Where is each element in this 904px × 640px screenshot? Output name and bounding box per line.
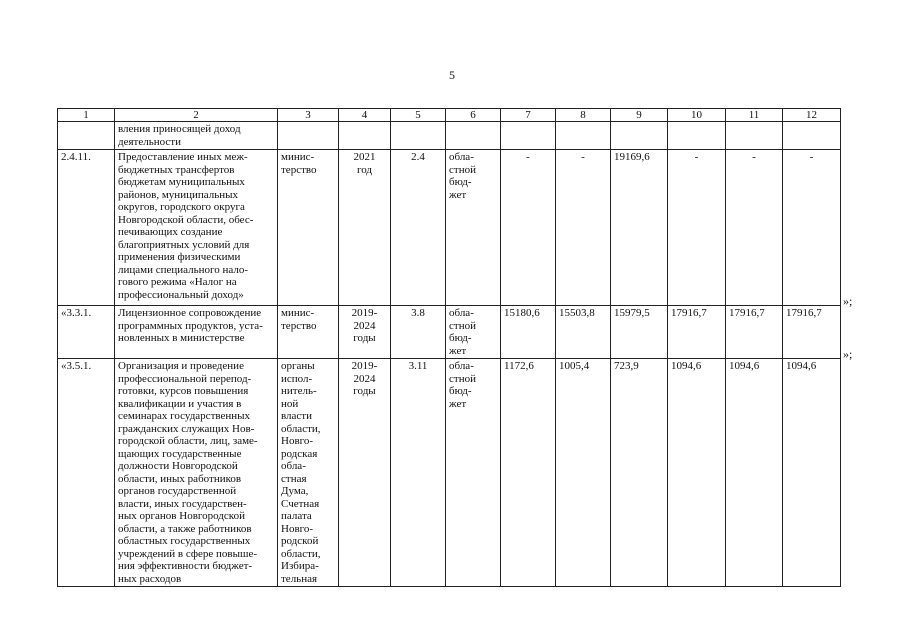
row-closing-mark: »; (843, 346, 853, 361)
value-cell (783, 122, 841, 150)
executor-cell (278, 359, 339, 587)
item-number-cell (58, 122, 115, 150)
cell-line: Лицензионное сопровождение (118, 307, 262, 319)
header-cell: 3 (278, 109, 339, 122)
cell-line: Новго- (281, 435, 314, 447)
table-row (58, 359, 841, 587)
cell-line: щающих государственные (118, 447, 242, 460)
header-cell: 1 (58, 109, 115, 122)
cell-line: годы (353, 332, 376, 344)
cell-line: гового режима «Налог на (118, 276, 237, 288)
cell-line: терство (281, 319, 317, 332)
cell-line: ных расходов (118, 572, 182, 585)
cell-line: жет (449, 397, 467, 410)
cell-line: обла- (449, 151, 474, 163)
measure-name-cell (115, 359, 278, 587)
value-cell (726, 122, 783, 150)
value-cell: 17916,7 (668, 306, 726, 359)
header-cell: 5 (391, 109, 446, 122)
cell-line: палата (281, 510, 312, 522)
cell-line: новленных в министерстве (118, 332, 245, 344)
cell-line: ной (281, 397, 299, 410)
item-number-cell: 2.4.11. (58, 150, 115, 306)
value-cell (668, 122, 726, 150)
cell-line: обла- (281, 460, 306, 472)
cell-line: 2024 (353, 319, 376, 332)
indicator-cell: 3.8 (391, 306, 446, 359)
period-cell (339, 359, 391, 587)
header-cell: 12 (783, 109, 841, 122)
value-cell (611, 122, 668, 150)
cell-line: бюджетных трансфертов (118, 163, 235, 176)
value-cell: - (726, 150, 783, 306)
cell-line: нитель- (281, 385, 317, 397)
cell-line: 2024 (353, 372, 376, 385)
cell-line: Организация и проведение (118, 360, 244, 372)
header-cell: 11 (726, 109, 783, 122)
funding-source-cell (446, 306, 501, 359)
page-number: 5 (449, 68, 455, 82)
measure-name-cell (115, 306, 278, 359)
value-cell: - (501, 150, 556, 306)
value-cell: - (556, 150, 611, 306)
header-cell: 7 (501, 109, 556, 122)
cell-line: жет (449, 344, 467, 357)
value-cell: 15979,5 (611, 306, 668, 359)
cell-line: применения физическими (118, 251, 241, 263)
cell-line: стная (281, 472, 307, 485)
item-number-cell: «3.3.1. (58, 306, 115, 359)
cell-line: ных органов Новгородской (118, 510, 245, 522)
cell-line: профессиональной перепод- (118, 372, 252, 385)
cell-line: Новго- (281, 522, 314, 535)
header-cell: 6 (446, 109, 501, 122)
value-cell: - (668, 150, 726, 306)
cell-line: профессиональный доход» (118, 288, 244, 301)
cell-line: стной (449, 319, 476, 332)
value-cell: 1094,6 (668, 359, 726, 587)
value-cell: 1094,6 (783, 359, 841, 587)
value-cell: 17916,7 (726, 306, 783, 359)
cell-line: округов, городского округа (118, 201, 245, 213)
table-row (58, 150, 841, 306)
header-cell: 10 (668, 109, 726, 122)
cell-line: области, а также работников (118, 522, 252, 535)
cell-line: тельная (281, 572, 318, 585)
value-cell: 1094,6 (726, 359, 783, 587)
cell-line: гражданских служащих Нов- (118, 422, 255, 435)
cell-line: деятельности (118, 135, 181, 148)
cell-line: программных продуктов, уста- (118, 319, 263, 332)
funding-source-cell (446, 359, 501, 587)
cell-line: Счетная (281, 497, 320, 510)
value-cell: 15180,6 (501, 306, 556, 359)
cell-line: вления приносящей доход (118, 123, 241, 135)
measure-name-cell (115, 150, 278, 306)
cell-line: Предоставление иных меж- (118, 151, 248, 163)
cell-line: стной (449, 372, 476, 385)
cell-line: городской области, лиц, заме- (118, 435, 258, 447)
value-cell: 1172,6 (501, 359, 556, 587)
cell-line: органы (281, 360, 315, 372)
value-cell: 17916,7 (783, 306, 841, 359)
cell-line: 2019- (351, 307, 378, 319)
cell-line: обла- (449, 360, 474, 372)
table-row (58, 306, 841, 359)
cell-line: учреждений в сфере повыше- (118, 547, 257, 560)
executor-cell (278, 150, 339, 306)
cell-line: 2019- (351, 360, 378, 372)
executor-cell (278, 306, 339, 359)
period-cell (339, 306, 391, 359)
budget-table (57, 108, 841, 587)
cell-line: благоприятных условий для (118, 238, 250, 251)
value-cell: 19169,6 (611, 150, 668, 306)
cell-line: 2021 (353, 151, 376, 163)
item-number-cell: «3.5.1. (58, 359, 115, 587)
value-cell: 1005,4 (556, 359, 611, 587)
cell-line: испол- (281, 372, 313, 385)
cell-line: годы (353, 385, 376, 397)
header-cell: 9 (611, 109, 668, 122)
cell-line: готовки, курсов повышения (118, 385, 249, 397)
cell-line: обла- (449, 307, 474, 319)
cell-line: областных государственных (118, 535, 251, 547)
cell-line: печивающих создание (118, 226, 223, 238)
cell-line: семинарах государственных (118, 410, 251, 422)
value-cell (501, 122, 556, 150)
header-cell: 4 (339, 109, 391, 122)
cell-line: власти (281, 410, 312, 422)
cell-line: минис- (281, 151, 315, 163)
cell-line: минис- (281, 307, 315, 319)
period-cell (339, 122, 391, 150)
cell-line: терство (281, 163, 317, 176)
cell-line: год (356, 163, 373, 176)
cell-line: бюджетам муниципальных (118, 176, 245, 188)
period-cell (339, 150, 391, 306)
row-closing-mark: »; (843, 293, 853, 308)
cell-line: бюд- (449, 385, 472, 397)
cell-line: районов, муниципальных (118, 188, 239, 201)
cell-line: области, иных работников (118, 472, 242, 485)
indicator-cell: 2.4 (391, 150, 446, 306)
cell-line: области, (281, 422, 321, 435)
table-row (58, 122, 841, 150)
executor-cell (278, 122, 339, 150)
cell-line: бюд- (449, 176, 472, 188)
cell-line: стной (449, 163, 476, 176)
cell-line: области, (281, 547, 321, 560)
cell-line: квалификации и участия в (118, 397, 242, 410)
funding-source-cell (446, 122, 501, 150)
cell-line: родской (281, 535, 319, 547)
value-cell: - (783, 150, 841, 306)
cell-line: органов государственной (118, 485, 237, 497)
cell-line: власти, иных государствен- (118, 497, 247, 510)
header-cell: 2 (115, 109, 278, 122)
cell-line: лицами специального нало- (118, 263, 249, 276)
cell-line: жет (449, 188, 467, 201)
cell-line: Дума, (281, 485, 309, 497)
cell-line: бюд- (449, 332, 472, 344)
header-row (58, 109, 841, 122)
funding-source-cell (446, 150, 501, 306)
cell-line: Новгородской области, обес- (118, 213, 254, 226)
cell-line: должности Новгородской (118, 460, 238, 472)
cell-line: ния эффективности бюджет- (118, 560, 253, 572)
indicator-cell: 3.11 (391, 359, 446, 587)
indicator-cell (391, 122, 446, 150)
measure-name-cell (115, 122, 278, 150)
cell-line: Избира- (281, 560, 319, 572)
header-cell: 8 (556, 109, 611, 122)
cell-line: родская (281, 447, 318, 460)
value-cell (556, 122, 611, 150)
value-cell: 15503,8 (556, 306, 611, 359)
value-cell: 723,9 (611, 359, 668, 587)
